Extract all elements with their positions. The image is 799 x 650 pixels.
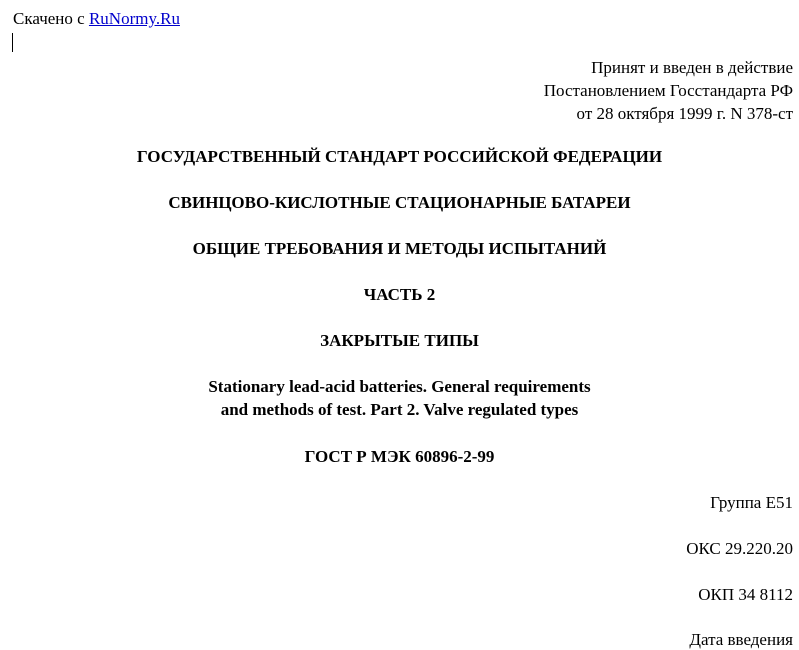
okp-code: ОКП 34 8112 — [698, 585, 793, 604]
part-heading: ЧАСТЬ 2 — [363, 285, 436, 304]
approval-line-2: Постановлением Госстандарта РФ — [543, 81, 793, 100]
requirements-heading: ОБЩИЕ ТРЕБОВАНИЯ И МЕТОДЫ ИСПЫТАНИЙ — [192, 239, 607, 258]
source-line — [13, 9, 180, 29]
standard-designation: ГОСТ Р МЭК 60896-2-99 — [304, 447, 495, 466]
intro-date-label: Дата введения — [689, 630, 793, 649]
types-heading: ЗАКРЫТЫЕ ТИПЫ — [320, 331, 479, 350]
english-title-line-1: Stationary lead-acid batteries. General requirements — [208, 377, 591, 396]
source-prefix: Скачено с — [13, 9, 85, 28]
runormy-link[interactable]: RuNormy.Ru — [88, 9, 180, 28]
text-cursor — [12, 33, 13, 52]
approval-line-3: от 28 октября 1999 г. N 378-ст — [576, 104, 793, 123]
approval-line-1: Принят и введен в действие — [591, 58, 793, 77]
approval-block — [544, 56, 793, 125]
oks-code: ОКС 29.220.20 — [686, 539, 793, 558]
english-title-line-2: and methods of test. Part 2. Valve regulated types — [220, 400, 579, 419]
subject-heading: СВИНЦОВО-КИСЛОТНЫЕ СТАЦИОНАРНЫЕ БАТАРЕИ — [168, 193, 631, 212]
group-code: Группа Е51 — [710, 493, 793, 512]
standard-type-heading: ГОСУДАРСТВЕННЫЙ СТАНДАРТ РОССИЙСКОЙ ФЕДЕРАЦИИ — [136, 147, 663, 166]
